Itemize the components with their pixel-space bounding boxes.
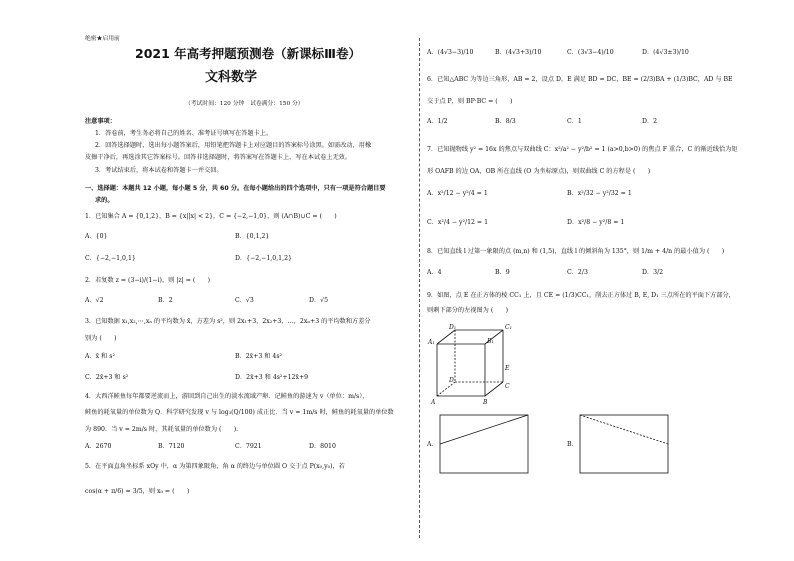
q3-option-d[interactable]: D．2x̄+3 和 4s²+12x̄+9 [235,374,309,381]
label-c: C [505,383,510,390]
notes-heading: 注意事项： [85,118,116,125]
q4-option-b[interactable]: B．7120 [158,443,185,450]
column-divider [419,38,420,538]
label-c1: C₁ [505,324,512,331]
q7-option-c[interactable]: C．x²/4 − y²/12 = 1 [427,219,489,226]
section1-line1: 一、选择题：本题共 12 小题，每小题 5 分，共 60 分。在每小题给出的四个选项中，只有一项是符合题目要 [85,185,386,192]
q5-stem-1: 5．在平面直角坐标系 xOy 中，α 为第四象限角，角 α 的终边与单位圆 O 交于点 P(x₀,y₀)，若 [85,463,345,470]
q7-option-a[interactable]: A．x²/12 − y²/4 = 1 [427,190,488,197]
q9-option-a[interactable]: A． [427,441,438,448]
q7-stem-2: 形 OAFB 的边 OA，OB 所在直线 (O 为坐标原点)，则双曲线 C 的方程是 ( ) [427,168,651,175]
q1-stem: 1．已知集合 A = {0,1,2}，B = {x||x| < 2}，C = {−2,−1,0}，则 (A∩B)∪C = ( ) [85,213,337,220]
label-b: B [483,399,488,406]
q5-option-d[interactable]: D．(4√3±3)/10 [642,49,689,56]
q4-option-c[interactable]: C．7921 [235,443,262,450]
note-1: 1．答卷前，考生务必将自己的姓名、准考证号填写在答题卡上。 [95,130,273,137]
q3-option-c[interactable]: C．2x̄+3 和 s² [85,374,129,381]
q3-option-a[interactable]: A．x̄ 和 s² [85,353,115,360]
q2-option-a[interactable]: A．√2 [85,297,104,304]
q7-stem-1: 7．已知抛物线 y² = 16x 的焦点与双曲线 C：x²/a² − y²/b² = 1 (a>0,b>0) 的焦点 F 重合，C 的渐近线恰为矩 [427,146,738,153]
q3-option-b[interactable]: B．2x̄+3 和 4s² [235,353,282,360]
exam-info: （考试时间：120 分钟 试卷满分：150 分） [185,101,304,107]
q6-option-a[interactable]: A．1/2 [427,118,448,125]
q5-option-a[interactable]: A．(4√3−3)/10 [427,49,474,56]
label-a: A [431,399,436,406]
cube-figure [427,322,527,410]
q9-option-a-figure [439,414,531,476]
q1-option-a[interactable]: A．{0} [85,233,108,240]
label-d: D [449,377,454,384]
label-a1: A₁ [428,339,435,346]
q6-stem-2: 交于点 P，则 BP·BC = ( ) [427,98,513,105]
q9-stem-1: 9．如图，点 E 在正方体的棱 CC₁ 上，且 CE = (1/3)CC₁，削去正方体过 B, E, D₁ 三点所在的平面下方部分， [427,292,735,299]
q5-stem-2: cos(α + π/6) = 3/5，则 x₀ = ( ) [85,488,190,495]
q6-option-d[interactable]: D．2 [642,118,658,125]
q2-stem: 2．若复数 z = (3−i)/(1−i)，则 |z| = ( ) [85,277,211,284]
q2-option-d[interactable]: D．√5 [309,297,329,304]
q7-option-d[interactable]: D．x²/8 − y²/8 = 1 [567,219,625,226]
label-b1: B₁ [487,338,494,345]
q8-option-b[interactable]: B．9 [495,269,510,276]
q9-option-b[interactable]: B． [567,441,578,448]
q4-stem-3: 为 890．当 v = 2m/s 时，其耗氧量的单位数为 ( ). [85,426,239,433]
q8-stem: 8．已知直线 l 过第一象限的点 (m,n) 和 (1,5)，直线 l 的倾斜角为 135°，则 1/m + 4/n 的最小值为 ( ) [427,248,725,255]
q7-option-b[interactable]: B．x²/32 − y²/32 = 1 [567,190,632,197]
note-2: 2．回答选择题时，选出每小题答案后，用铅笔把答题卡上对应题目的答案标号涂黑。如需改动，用橡 [95,142,372,149]
q4-option-d[interactable]: D．8010 [309,443,336,450]
q9-option-b-figure [579,414,671,476]
q1-option-c[interactable]: C．{−2,−1,0,1} [85,255,136,262]
q4-option-a[interactable]: A．2670 [85,443,112,450]
q8-option-a[interactable]: A．4 [427,269,442,276]
subject-title: 文科数学 [205,70,258,85]
q1-option-d[interactable]: D．{−2,−1,0,1,2} [235,255,292,262]
q8-option-c[interactable]: C．2/3 [567,269,588,276]
q6-stem-1: 6．已知△ABC 为等边三角形，AB = 2，设点 D，E 满足 BD = DC，BE = (2/3)BA + (1/3)BC，AD 与 BE [427,76,733,83]
q9-stem-2: 则剩下部分的左视图为 ( ) [427,307,509,314]
label-e: E [505,365,510,372]
label-d1: D₁ [449,324,457,331]
q2-option-c[interactable]: C．√3 [235,297,254,304]
q6-option-b[interactable]: B．8/3 [495,118,516,125]
q3-stem-1: 3．已知数据 x₁,x₂,⋯,xₙ 的平均数为 x̄，方差为 s²，则 2x₁+3，2x₂+3，…，2xₙ+3 的平均数和方差分 [85,318,371,325]
q5-option-b[interactable]: B．(4√3+3)/10 [495,49,542,56]
q8-option-d[interactable]: D．3/2 [642,269,664,276]
q4-stem-2: 鲑鱼的耗氧量的单位数为 Q．科学研究发现 v 与 log₃(Q/100) 成正比．当 v = 1m/s 时，鲑鱼的耗氧量的单位数 [85,409,394,416]
section1-line2: 求的。 [95,197,114,204]
note-3: 3．考试结束后，将本试卷和答题卡一并交回。 [95,167,223,174]
note-2-cont: 皮擦干净后，再选涂其它答案标号。回答非选择题时，将答案写在答题卡上，写在本试卷上无效。 [85,154,352,161]
exam-title: 2021 年高考押题预测卷（新课标Ⅲ卷） [135,46,361,61]
q6-option-c[interactable]: C．1 [567,118,582,125]
q4-stem-1: 4．大西洋鲑鱼每年都要逆流而上，游回到自己出生的淡水流域产卵．记鲑鱼的游速为 v（单位：m/s）， [85,393,369,400]
q1-option-b[interactable]: B．{0,1,2} [235,233,270,240]
q5-option-c[interactable]: C．(3√3−4)/10 [567,49,614,56]
secret-label: 绝密★启用前 [85,36,120,42]
q2-option-b[interactable]: B．2 [158,297,173,304]
q3-stem-2: 别为 ( ) [85,335,117,342]
